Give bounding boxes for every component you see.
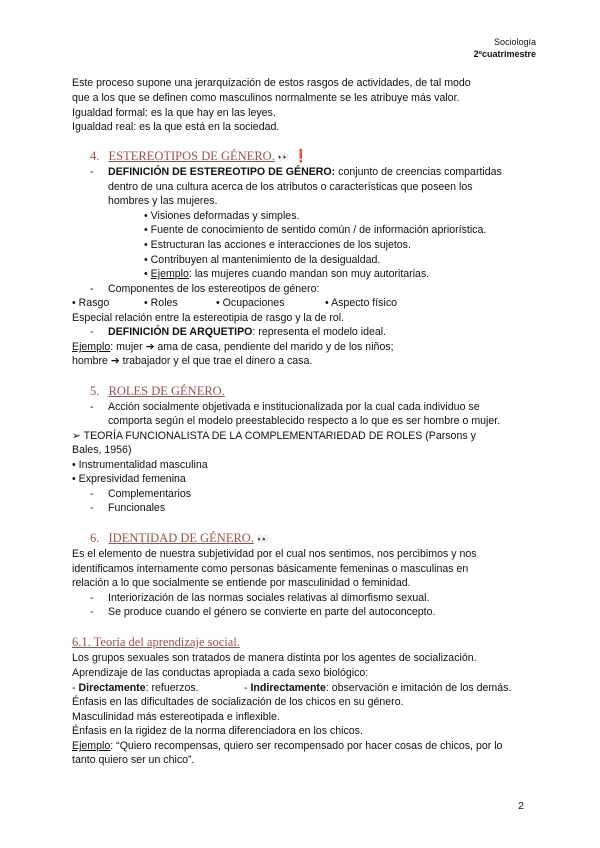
stereotype-definition-line-2: dentro de una cultura acerca de los atributos o características que poseen los bbox=[108, 181, 473, 193]
dash-marker: - bbox=[90, 606, 94, 618]
exclamation-icon: ❗ bbox=[293, 149, 309, 163]
identity-item-2: Se produce cuando el género se convierte en parte del autoconcepto. bbox=[108, 606, 436, 618]
social-learning-line-4: Énfasis en las dificultades de socialización de los chicos en su género. bbox=[72, 696, 404, 708]
identity-item-1: Interiorización de las normas sociales relativas al dimorfismo sexual. bbox=[108, 592, 430, 604]
list-item: • Estructuran las acciones e interacciones de los sujetos. bbox=[144, 239, 411, 251]
social-learning-line-6: Énfasis en la rigidez de la norma diferenciadora en los chicos. bbox=[72, 725, 363, 737]
page-number: 2 bbox=[518, 800, 524, 812]
section-4-title: ESTEREOTIPOS DE GÉNERO. bbox=[108, 149, 275, 163]
intro-line-3: Igualdad formal: es la que hay en las leyes. bbox=[72, 107, 276, 119]
identity-line-2: identificamos internamente como personas básicamente femeninas o masculinas en bbox=[72, 563, 469, 575]
eyes-icon: 👀 bbox=[277, 152, 290, 162]
section-6-1-title: 6.1. Teoría del aprendizaje social. bbox=[72, 635, 240, 649]
dash-marker: - bbox=[90, 401, 94, 413]
header-term: 2ºcuatrimestre bbox=[473, 49, 536, 59]
section-6-heading bbox=[90, 530, 268, 547]
social-learning-line-2: Aprendizaje de las conductas apropiada a cada sexo biológico: bbox=[72, 667, 369, 679]
section-4-heading bbox=[90, 148, 309, 165]
identity-line-1: Es el elemento de nuestra subjetividad por el cual nos sentimos, nos percibimos y nos bbox=[72, 548, 477, 560]
intro-line-1: Este proceso supone una jerarquización de estos rasgos de actividades, de tal modo bbox=[72, 77, 471, 89]
component-aspecto: • Aspecto físico bbox=[325, 297, 398, 309]
section-6-1-heading bbox=[72, 634, 240, 650]
archetype-definition: DEFINICIÓN DE ARQUETIPO: representa el modelo ideal. bbox=[108, 326, 387, 338]
list-item: • Visiones deformadas y simples. bbox=[144, 210, 300, 222]
dash-marker: - bbox=[90, 592, 94, 604]
complementary-item: Complementarios bbox=[108, 488, 192, 500]
indirect-learning: - Indirectamente: observación e imitación de los demás. bbox=[244, 682, 512, 694]
component-rasgo: • Rasgo bbox=[72, 297, 110, 309]
components-line: Componentes de los estereotipos de género: bbox=[108, 283, 320, 295]
social-learning-line-5: Masculinidad más estereotipada e inflexible. bbox=[72, 711, 280, 723]
relation-line: Especial relación entre la estereotipia de rasgo y la de rol. bbox=[72, 312, 345, 324]
direct-learning: - Directamente: refuerzos. bbox=[72, 682, 199, 694]
social-learning-line-1: Los grupos sexuales son tratados de manera distinta por los agentes de socialización. bbox=[72, 652, 477, 664]
instrumentality-item: • Instrumentalidad masculina bbox=[72, 459, 208, 471]
dash-marker: - bbox=[90, 166, 94, 178]
functional-item: Funcionales bbox=[108, 502, 166, 514]
stereotype-definition-line-3: hombres y las mujeres. bbox=[108, 195, 218, 207]
component-ocupaciones: • Ocupaciones bbox=[216, 297, 285, 309]
expressivity-item: • Expresividad femenina bbox=[72, 473, 186, 485]
archetype-example: Ejemplo: mujer ➔ ama de casa, pendiente del marido y de los niños; bbox=[72, 341, 394, 353]
section-5-heading bbox=[90, 383, 225, 399]
social-learning-example-line-2: tanto quiero ser un chico”. bbox=[72, 754, 195, 766]
list-item-example: • Ejemplo: las mujeres cuando mandan son muy autoritarias. bbox=[144, 268, 430, 280]
theory-line-2: Bales, 1956) bbox=[72, 444, 132, 456]
stereotype-definition: DEFINICIÓN DE ESTEREOTIPO DE GÉNERO: conjunto de creencias compartidas bbox=[108, 166, 502, 178]
section-6-title: IDENTIDAD DE GÉNERO. bbox=[108, 531, 254, 545]
identity-line-3: relación a lo que socialmente se entiende por masculinidad o feminidad. bbox=[72, 577, 411, 589]
dash-marker: - bbox=[90, 502, 94, 514]
section-4-number: 4. bbox=[90, 149, 100, 163]
list-item: • Contribuyen al mantenimiento de la desigualdad. bbox=[144, 254, 381, 266]
archetype-example-line-2: hombre ➔ trabajador y el que trae el dinero a casa. bbox=[72, 355, 313, 367]
roles-line-2: comporta según el modelo preestablecido respecto a lo que es ser hombre o mujer. bbox=[108, 415, 501, 427]
header-subject: Sociología bbox=[493, 37, 536, 47]
section-5-title: ROLES DE GÉNERO. bbox=[108, 384, 225, 398]
dash-marker: - bbox=[90, 488, 94, 500]
roles-line-1: Acción socialmente objetivada e institucionalizada por la cual cada individuo se bbox=[108, 401, 480, 413]
eyes-icon: 👀 bbox=[256, 534, 269, 544]
list-item: • Fuente de conocimiento de sentido común / de información apriorística. bbox=[144, 224, 487, 236]
intro-line-2: que a los que se definen como masculinos normalmente se les atribuye más valor. bbox=[72, 92, 460, 104]
intro-line-4: Igualdad real: es la que está en la sociedad. bbox=[72, 121, 280, 133]
social-learning-example: Ejemplo: “Quiero recompensas, quiero ser recompensado por hacer cosas de chicos, por lo bbox=[72, 740, 503, 752]
dash-marker: - bbox=[90, 283, 94, 295]
section-6-number: 6. bbox=[90, 531, 100, 545]
component-roles: • Roles bbox=[144, 297, 178, 309]
theory-line-1: ➢ TEORÍA FUNCIONALISTA DE LA COMPLEMENTARIEDAD DE ROLES (Parsons y bbox=[72, 430, 476, 442]
dash-marker: - bbox=[90, 326, 94, 338]
section-5-number: 5. bbox=[90, 384, 100, 398]
